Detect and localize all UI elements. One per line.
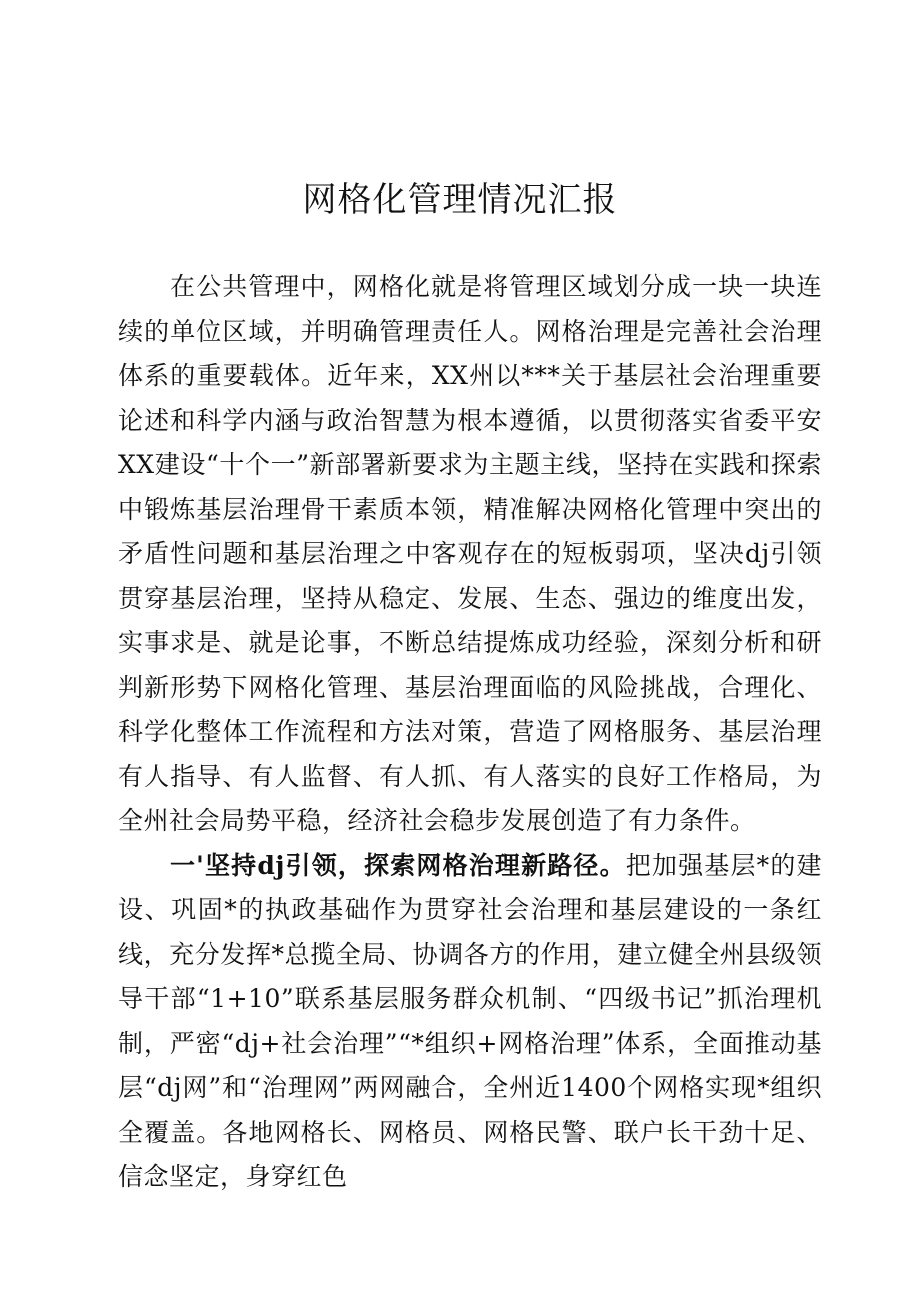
paragraph-section-one: [118, 844, 822, 1200]
paragraph-intro: [118, 265, 822, 844]
section-one-heading: 一'坚持dj引领，探索网格治理新路径。: [170, 850, 626, 880]
document-title: 网格化管理情况汇报: [302, 180, 618, 220]
section-one-text: 把加强基层*的建设、巩固*的执政基础作为贯穿社会治理和基层建设的一条红线，充分发挥*总揽全局、协调各方的作用，建立健全州县级领导干部“1+10”联系基层服务群众机制、“四级书记”抓治理机制，严密“dj+社会治理”“*组织+网格治理”体系，全面推动基层“dj网”和“治理网”两网融合，全州近1400个网格实现*组织全覆盖。各地网格长、网格员、网格民警、联户长干劲十足、信念坚定，身穿红色: [118, 850, 822, 1191]
paragraph-intro-text: 在公共管理中，网格化就是将管理区域划分成一块一块连续的单位区域，并明确管理责任人。网格治理是完善社会治理体系的重要载体。近年来，XX州以***关于基层社会治理重要论述和科学内涵与政治智慧为根本遵循，以贯彻落实省委平安XX建设“十个一”新部署新要求为主题主线，坚持在实践和探索中锻炼基层治理骨干素质本领，精准解决网格化管理中突出的矛盾性问题和基层治理之中客观存在的短板弱项，坚决dj引领贯穿基层治理，坚持从稳定、发展、生态、强边的维度出发，实事求是、就是论事，不断总结提炼成功经验，深刻分析和研判新形势下网格化管理、基层治理面临的风险挑战，合理化、科学化整体工作流程和方法对策，营造了网格服务、基层治理有人指导、有人监督、有人抓、有人落实的良好工作格局，为全州社会局势平稳，经济社会稳步发展创造了有力条件。: [118, 272, 822, 835]
document-body: [118, 265, 822, 1200]
